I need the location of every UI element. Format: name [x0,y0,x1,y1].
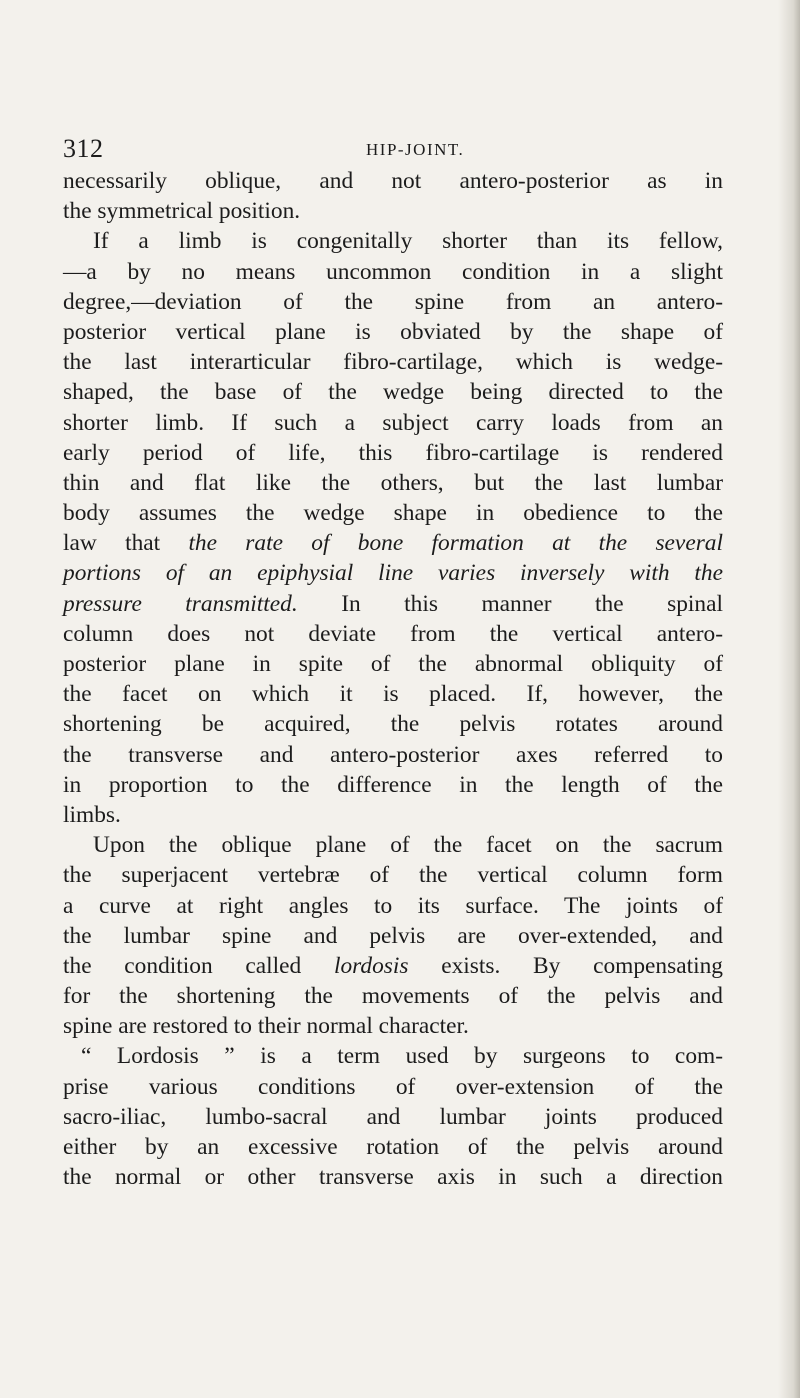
text-run: posterior vertical plane is obviated by the shape of [63,318,723,345]
text-line [63,649,723,679]
text-run: the normal or other transverse axis in such a direction [63,1164,723,1191]
text-run: for the shortening the movements of the pelvis and [63,983,723,1010]
text-line [63,226,723,256]
text-run: If a limb is congenitally shorter than its fellow, [93,228,723,255]
text-run: spine are restored to their normal character. [63,1013,469,1040]
text-line [63,921,723,951]
text-run: necessarily oblique, and not antero-posterior as in [63,168,723,194]
italic-text: pressure transmitted. [63,590,298,617]
text-run: early period of life, this fibro-cartilage is rendered [63,439,723,466]
text-line [63,1162,723,1192]
text-line [63,891,723,921]
text-line [63,1072,723,1102]
text-line [63,317,723,347]
text-run: law that [63,530,189,557]
text-line [63,468,723,498]
text-run: shorter limb. If such a subject carry loads from an [63,409,723,436]
text-line [63,347,723,377]
text-run: degree,—deviation of the spine from an antero- [63,288,723,315]
text-run: the lumbar spine and pelvis are over-extended, and [63,922,723,949]
text-run: the superjacent vertebræ of the vertical column form [63,862,723,889]
text-run: Upon the oblique plane of the facet on the sacrum [93,832,723,859]
text-run: prise various conditions of over-extension of the [63,1073,723,1100]
text-line [63,951,723,981]
text-run: —a by no means uncommon condition in a slight [63,258,723,285]
text-line [63,377,723,407]
text-run: shaped, the base of the wedge being directed to the [63,379,723,406]
italic-text: the rate of bone formation at the several [188,530,723,557]
italic-text: lordosis [333,952,409,979]
text-line [63,558,723,588]
text-line [63,1011,723,1041]
text-line [63,287,723,317]
running-head: HIP-JOINT. [366,140,465,159]
page-number: 312 [63,134,104,163]
text-run: the symmetrical position. [63,198,301,225]
text-run: a curve at right angles to its surface. The joints of [63,892,723,919]
text-line [63,709,723,739]
text-line [63,1102,723,1132]
text-line [63,1132,723,1162]
text-run: the condition called [63,952,334,979]
text-run: in proportion to the difference in the length of the [63,771,723,798]
body-text [63,166,723,1192]
italic-text: portions of an epiphysial line varies inversely with the [63,560,723,587]
text-line [63,408,723,438]
text-run: either by an excessive rotation of the pelvis around [63,1134,723,1160]
text-run: column does not deviate from the vertical antero- [63,620,723,647]
text-run: thin and flat like the others, but the last lumbar [63,469,723,496]
text-run: shortening be acquired, the pelvis rotates around [63,711,723,738]
text-line [63,528,723,558]
text-line [63,1041,723,1071]
text-line [63,166,723,196]
text-run: “ Lordosis ” is a term used by surgeons to com- [81,1043,723,1070]
text-run: body assumes the wedge shape in obedience to the [63,500,723,527]
text-run: the last interarticular fibro-cartilage, which is wedge- [63,349,723,376]
text-line [63,770,723,800]
text-line [63,257,723,287]
text-line [63,498,723,528]
text-run: exists. By compensating [408,952,724,979]
text-line [63,740,723,770]
text-run: sacro-iliac, lumbo-sacral and lumbar joints produced [63,1103,723,1130]
text-line [63,800,723,830]
page-header [63,134,703,166]
text-line [63,830,723,860]
text-line [63,619,723,649]
text-run: posterior plane in spite of the abnormal obliquity of [63,651,723,677]
text-line [63,438,723,468]
text-line [63,196,723,226]
page-edge-shadow [778,0,800,1398]
text-line [63,860,723,890]
text-run: limbs. [63,801,121,828]
text-line [63,589,723,619]
text-run: In this manner the spinal [297,590,723,617]
text-run: the transverse and antero-posterior axes referred to [63,741,723,768]
text-run: the facet on which it is placed. If, however, the [63,681,723,708]
text-line [63,981,723,1011]
text-line [63,679,723,709]
